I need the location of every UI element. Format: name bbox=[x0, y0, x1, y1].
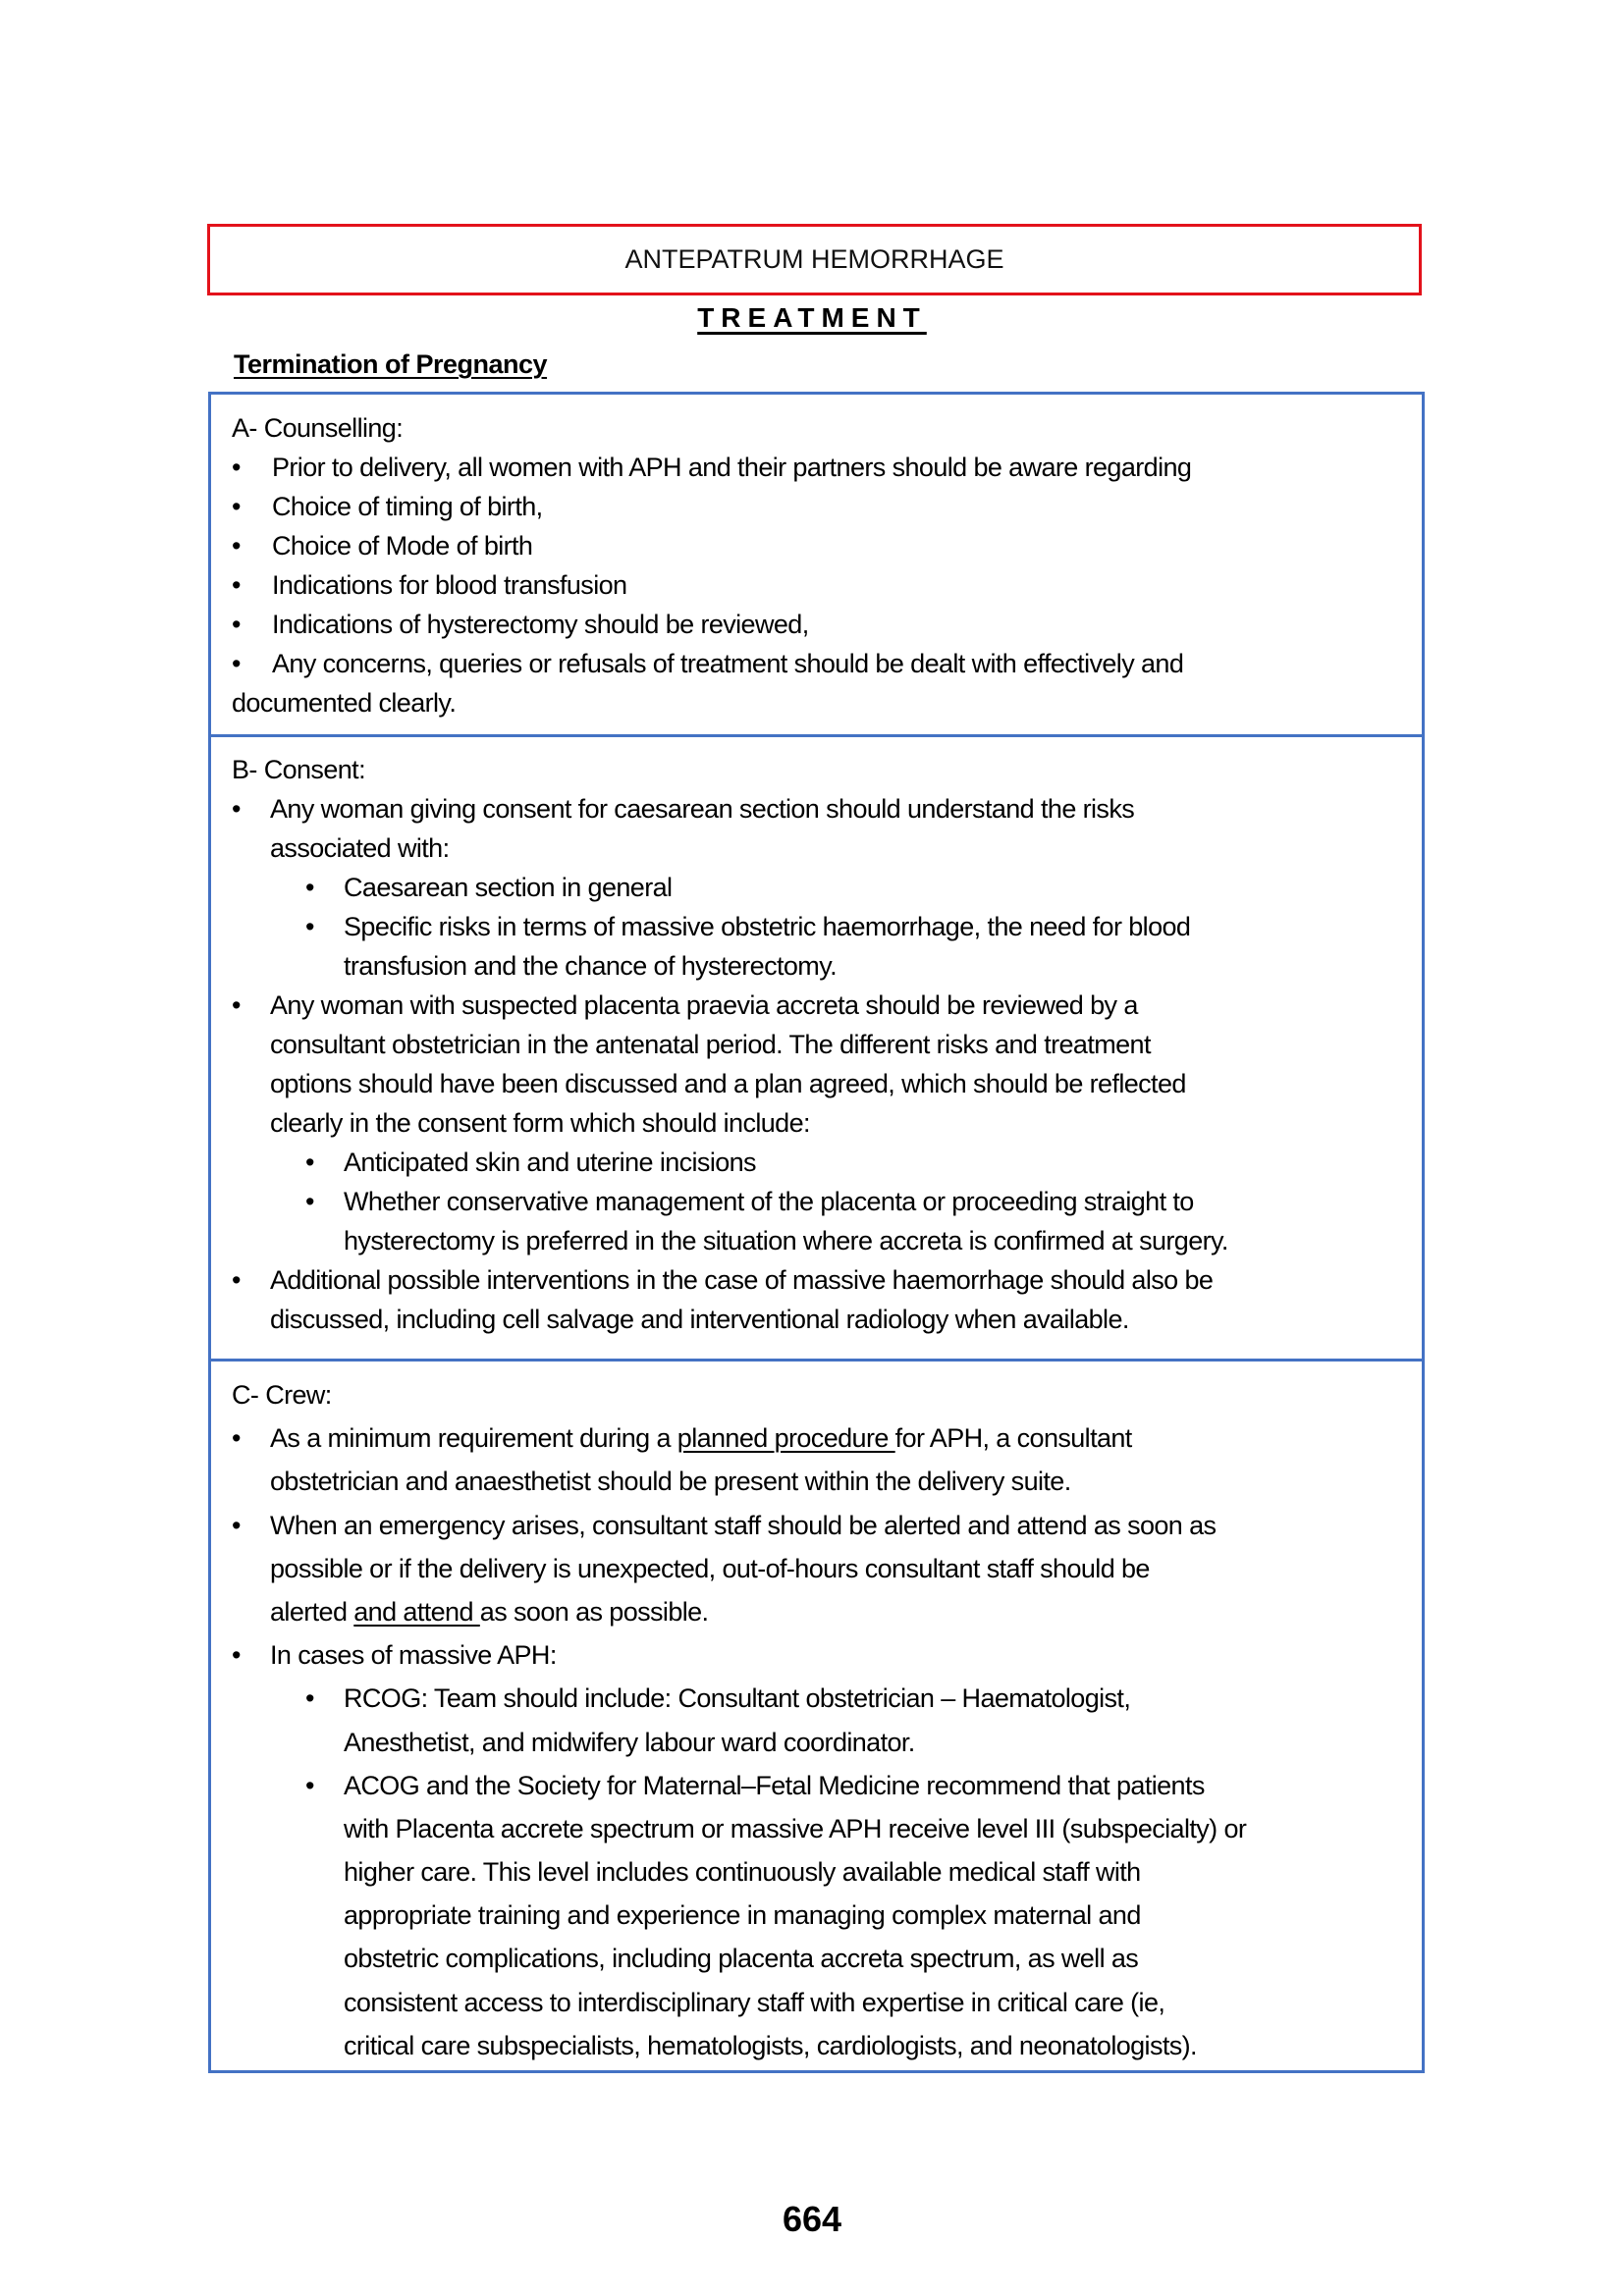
bullet-icon: • bbox=[232, 610, 241, 639]
counselling-heading: A- Counselling: bbox=[232, 413, 404, 443]
bullet-icon: • bbox=[232, 453, 241, 482]
crew-heading: C- Crew: bbox=[232, 1380, 332, 1410]
list-item-continuation: alerted and attend as soon as possible. bbox=[270, 1596, 709, 1627]
underlined-text: planned procedure bbox=[677, 1423, 895, 1454]
list-item-continuation: obstetrician and anaesthetist should be present within the delivery suite. bbox=[270, 1467, 1071, 1497]
bullet-icon: • bbox=[305, 1683, 314, 1714]
counselling-section bbox=[211, 395, 1422, 737]
bullet-icon: • bbox=[232, 1265, 241, 1295]
list-item-continuation: documented clearly. bbox=[232, 688, 457, 718]
list-item: • Any concerns, queries or refusals of treatment should be dealt with effectively and bbox=[232, 644, 1412, 683]
list-item: • Choice of Mode of birth bbox=[232, 526, 1412, 565]
list-item: • When an emergency arises, consultant staff should be alerted and attend as soon as bbox=[232, 1504, 1412, 1547]
sub-list-item: • ACOG and the Society for Maternal–Fetal Medicine recommend that patients bbox=[232, 1764, 1412, 1807]
sub-list-item: • Whether conservative management of the placenta or proceeding straight to bbox=[232, 1182, 1412, 1221]
sub-list-item-continuation: consistent access to interdisciplinary staff with expertise in critical care (ie, bbox=[344, 1987, 1165, 2017]
bullet-icon: • bbox=[305, 873, 314, 902]
sub-list-item-continuation: hysterectomy is preferred in the situation where accreta is confirmed at surgery. bbox=[344, 1226, 1228, 1255]
sub-list-item-continuation: Anesthetist, and midwifery labour ward coordinator. bbox=[344, 1727, 915, 1757]
list-item: • Additional possible interventions in the case of massive haemorrhage should also be bbox=[232, 1260, 1412, 1300]
page-number: 664 bbox=[782, 2199, 842, 2239]
list-item: • In cases of massive APH: bbox=[232, 1633, 1412, 1677]
list-item: • Indications for blood transfusion bbox=[232, 565, 1412, 605]
bullet-icon: • bbox=[305, 912, 314, 941]
sub-list-item: • Anticipated skin and uterine incisions bbox=[232, 1143, 1412, 1182]
sub-list-item-continuation: transfusion and the chance of hysterectomy. bbox=[344, 951, 837, 981]
list-item: • Choice of timing of birth, bbox=[232, 487, 1412, 526]
list-item-continuation: consultant obstetrician in the antenatal period. The different risks and treatment bbox=[270, 1030, 1151, 1059]
sub-list-item-continuation: appropriate training and experience in managing complex maternal and bbox=[344, 1900, 1141, 1931]
section-heading: TREATMENT bbox=[697, 302, 927, 333]
list-item-continuation: associated with: bbox=[270, 833, 450, 863]
consent-section bbox=[211, 737, 1422, 1362]
list-item: • Indications of hysterectomy should be reviewed, bbox=[232, 605, 1412, 644]
chapter-title-box bbox=[207, 224, 1422, 295]
list-item-continuation: clearly in the consent form which should include: bbox=[270, 1108, 810, 1138]
bullet-icon: • bbox=[232, 1510, 241, 1540]
list-item: • Prior to delivery, all women with APH and their partners should be aware regarding bbox=[232, 448, 1412, 487]
treatment-table bbox=[208, 392, 1425, 2073]
bullet-icon: • bbox=[232, 990, 241, 1020]
bullet-icon: • bbox=[305, 1187, 314, 1216]
underlined-text: and attend bbox=[353, 1596, 480, 1627]
list-item: • As a minimum requirement during a planned procedure for APH, a consultant bbox=[232, 1416, 1412, 1460]
list-item: • Any woman giving consent for caesarean section should understand the risks bbox=[232, 789, 1412, 828]
bullet-icon: • bbox=[305, 1770, 314, 1800]
sub-list-item-continuation: obstetric complications, including placenta accreta spectrum, as well as bbox=[344, 1944, 1139, 1974]
bullet-icon: • bbox=[232, 1640, 241, 1671]
sub-list-item: • Specific risks in terms of massive obstetric haemorrhage, the need for blood bbox=[232, 907, 1412, 946]
crew-section bbox=[211, 1362, 1422, 2070]
bullet-icon: • bbox=[232, 1423, 241, 1454]
sub-list-item: • RCOG: Team should include: Consultant obstetrician – Haematologist, bbox=[232, 1677, 1412, 1720]
bullet-icon: • bbox=[232, 794, 241, 824]
section-heading-wrapper bbox=[0, 302, 1624, 334]
bullet-icon: • bbox=[232, 649, 241, 678]
sub-list-item-continuation: higher care. This level includes continuously available medical staff with bbox=[344, 1857, 1141, 1888]
list-item-continuation: discussed, including cell salvage and interventional radiology when available. bbox=[270, 1305, 1129, 1334]
bullet-icon: • bbox=[232, 570, 241, 600]
consent-heading: B- Consent: bbox=[232, 755, 365, 784]
list-item-continuation: possible or if the delivery is unexpected, out-of-hours consultant staff should be bbox=[270, 1553, 1150, 1583]
chapter-title: ANTEPATRUM HEMORRHAGE bbox=[624, 244, 1004, 274]
list-item: • Any woman with suspected placenta praevia accreta should be reviewed by a bbox=[232, 986, 1412, 1025]
list-item-continuation: options should have been discussed and a plan agreed, which should be reflected bbox=[270, 1069, 1186, 1098]
bullet-icon: • bbox=[232, 492, 241, 521]
bullet-icon: • bbox=[232, 531, 241, 561]
sub-list-item-continuation: with Placenta accrete spectrum or massive APH receive level III (subspecialty) or bbox=[344, 1813, 1247, 1843]
bullet-icon: • bbox=[305, 1148, 314, 1177]
subheading: Termination of Pregnancy bbox=[234, 349, 548, 379]
sub-list-item-continuation: critical care subspecialists, hematologists, cardiologists, and neonatologists). bbox=[344, 2030, 1197, 2060]
sub-list-item: • Caesarean section in general bbox=[232, 868, 1412, 907]
